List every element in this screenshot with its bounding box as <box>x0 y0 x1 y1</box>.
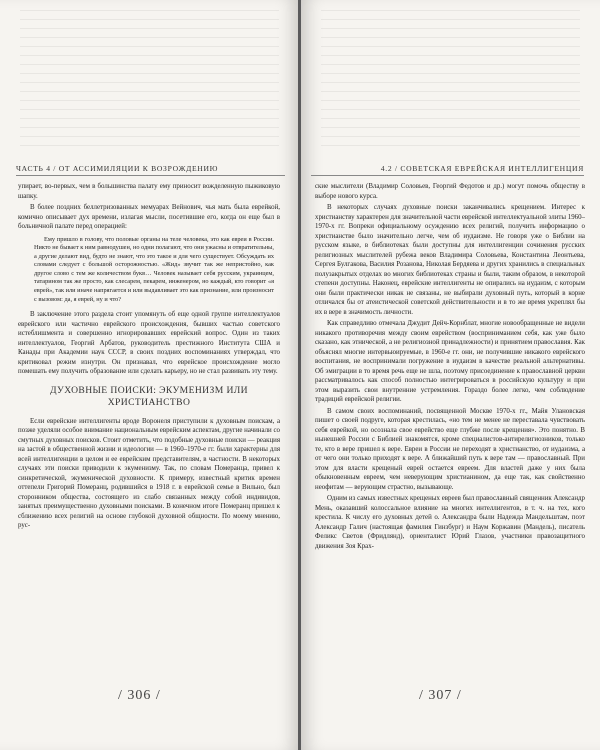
running-head-right: 4.2 / СОВЕТСКАЯ ЕВРЕЙСКАЯ ИНТЕЛЛИГЕНЦИЯ <box>380 164 584 173</box>
paragraph: Как справедливо отмечала Джудит Дейч-Корнблат, многие новообращенные не видели никакого противоречия между своим еврейством (восприниманием себя, как уже было сказано, как этнической, а не религиозной принадлежности) и принятием православия. Как объяснял многие интервьюируемые, в 1960-е гг. они, не получившие никакого еврейского воспитания, не воспринимали погружение в иудаизм в качестве реальной альтернативы. Об эмиграции в то время речь еще не шла, поэтому присоединение к православной церкви рассматривалось как способ полностью интегрироваться в российскую культуру и при этом выразить свои внутренние устремления. Гораздо более легко, чем соблюдение традиций еврейской религии. <box>315 320 585 403</box>
header-rule-right <box>311 175 584 176</box>
bleed-through-text <box>20 10 279 146</box>
page-number-left: / 306 / <box>118 688 161 703</box>
paragraph: Если еврейские интеллигенты вроде Воронеля приступили к духовным поискам, а позже уделяли особое внимание национальным еврейским аспектам, другие начинали со смутных духовных поисков. Стоит отметить, что подобные духовные поиски — реакция на застой в общественной жизни и идеологии — в 1960–1970-е гг. были характерны для всей интеллигенции в целом и ее еврейским представителям, в частности. В некоторых случаях эти поиски приводили к экуменизму. Так, по словам Померанца, привел к синкретической, экуменической духовности. К примеру, известный критик времен оттепели Григорий Померанц, родившийся в 1918 г. в еврейской семье в Вильно, был сторонником общества, состоящего из слабо связанных между собой индивидов, занятых преимущественно духовными поисками. В конечном итоге Померанц пришел к сближению всех религий на основе глубокой духовной общности. По моему мнению, рус- <box>18 417 280 530</box>
paragraph: упирает, во-первых, чем в большинства палату ему приносит вожделенную пыжиковую шапку. <box>18 183 280 200</box>
paragraph: ские мыслители (Владимир Соловьев, Георгий Федотов и др.) могут помочь обществу в выборе нового курса. <box>315 183 585 200</box>
paragraph: В самом своих воспоминаний, посвященной Москве 1970-х гг., Майя Улановская пишет о своей подруге, которая крестилась, «но тем не менее не переставала чувствовать себя еврейкой, но осознала свое еврейство еще глубже после крещения». Это понятно. В нынешней России с Библией знакомятся, кроме специалистов-антирелигиозников, только те, кто в вере пришел к вере. Евреи в России не переходят в христианство, от иудаизма, а от чего они только приходят к вере. А ближайший путь к вере там — православный. При этом для власти крещеный еврей остается евреем. Для властей даже у них была обыкновенным евреем, чем неверующим христианином, да еще так, как свойственно неофитам — верующим страстно, вызывающе. <box>315 407 585 491</box>
bleed-through-text <box>321 10 580 146</box>
left-page <box>0 0 299 750</box>
paragraph: В более поздних беллетризованных мемуарах Вейнович, чья мать была еврейкой, комично описывает дух времени, излагая мысли, посетившие его, когда он еще был в больничной палате перед операцией: <box>18 204 280 230</box>
section-heading: ДУХОВНЫЕ ПОИСКИ: ЭКУМЕНИЗМ ИЛИ ХРИСТИАНСТВО <box>49 384 249 408</box>
left-text-column <box>18 182 280 533</box>
paragraph: В некоторых случаях духовные поиски заканчивались крещением. Интерес к христианству характерен для значительной части еврейской интеллектуальной элиты 1960–1970-х гг. Вопреки официальному осуждению всех религий, получить информацию о христианстве было значительно легче, чем об иудаизме. Не говоря уже о Библии на русском языке, в библиотеках были доступны для интеллигенции сочинения русских религиозных мыслителей рубежа веков Владимира Соловьева, Константина Леонтьева, Сергея Булгакова, Василия Розанова, Николая Бердяева и других хранились в специальных полузакрытых отделах во многих библиотеках страны и были, таким образом, в некоторой степени доступны. Наконец, еврейские интеллигенты не опирались на иудаизм, с которым они были практически никак не связаны, не выбирали духовный путь, который в корне отличался бы от атеистической советской действительности и в то же время укреплял бы их в вере в значимость личности. <box>315 204 585 316</box>
header-rule-left <box>16 175 285 176</box>
paragraph: В заключение этого раздела стоит упомянуть об еще одной группе интеллектуалов еврейского или частично еврейского происхождения, бывших частью советского истеблишмента и совершенно игнорировавших еврейский вопрос. Один из таких интеллектуалов, Георгий Арбатов, руководитель престижного Института США и Канады при Академии наук СССР, в своих поздних воспоминаниях утверждал, что критиковал режим изнутри. Он признавал, что еврейское происхождение могло помешать ему получить образование или сделать карьеру, но не стал развивать эту тему. <box>18 311 280 376</box>
paragraph: Одним из самых известных крещеных евреев был православный священник Александр Мень, оказавший колоссальное влияние на многих интеллигентов, в т. ч. на тех, кого крестила. К числу его духовных детей о. Александра были Надежда Мандельштам, поэт Александр Галич (настоящая фамилия Гинзбург) и Наум Коржавин (Мандель), писатель Феликс Светов (Фридлянд), ориенталист Юрий Глазов, участники правозащитного движения Зоя Крах- <box>315 495 585 550</box>
right-page <box>301 0 600 750</box>
right-text-column <box>315 182 585 553</box>
page-number-right: / 307 / <box>419 688 462 703</box>
block-quote: Ему пришло в голову, что половые органы на теле человека, это как евреи в России. Никто не бывает к ним равнодушен, но одни полагают, что они ужасны и отвратительны, а другие делают вид, будто не знают, что это такое и для чего существует. Обсуждать их словами следует с большой осторожностью. «Жид» звучит так же непристойно, как другое слово с тем же количеством букв… Человек называет себя русским, украинцем, татарином так же просто, как слесарем, пекарем, инженером, но каждый, кто говорит «я еврей», так или иначе напрягается и или выдавливает это как признание, или произносит с вызовом: да, я еврей, ну и что? <box>34 235 274 303</box>
running-head-left: ЧАСТЬ 4 / ОТ АССИМИЛЯЦИИ К ВОЗРОЖДЕНИЮ <box>16 164 219 173</box>
